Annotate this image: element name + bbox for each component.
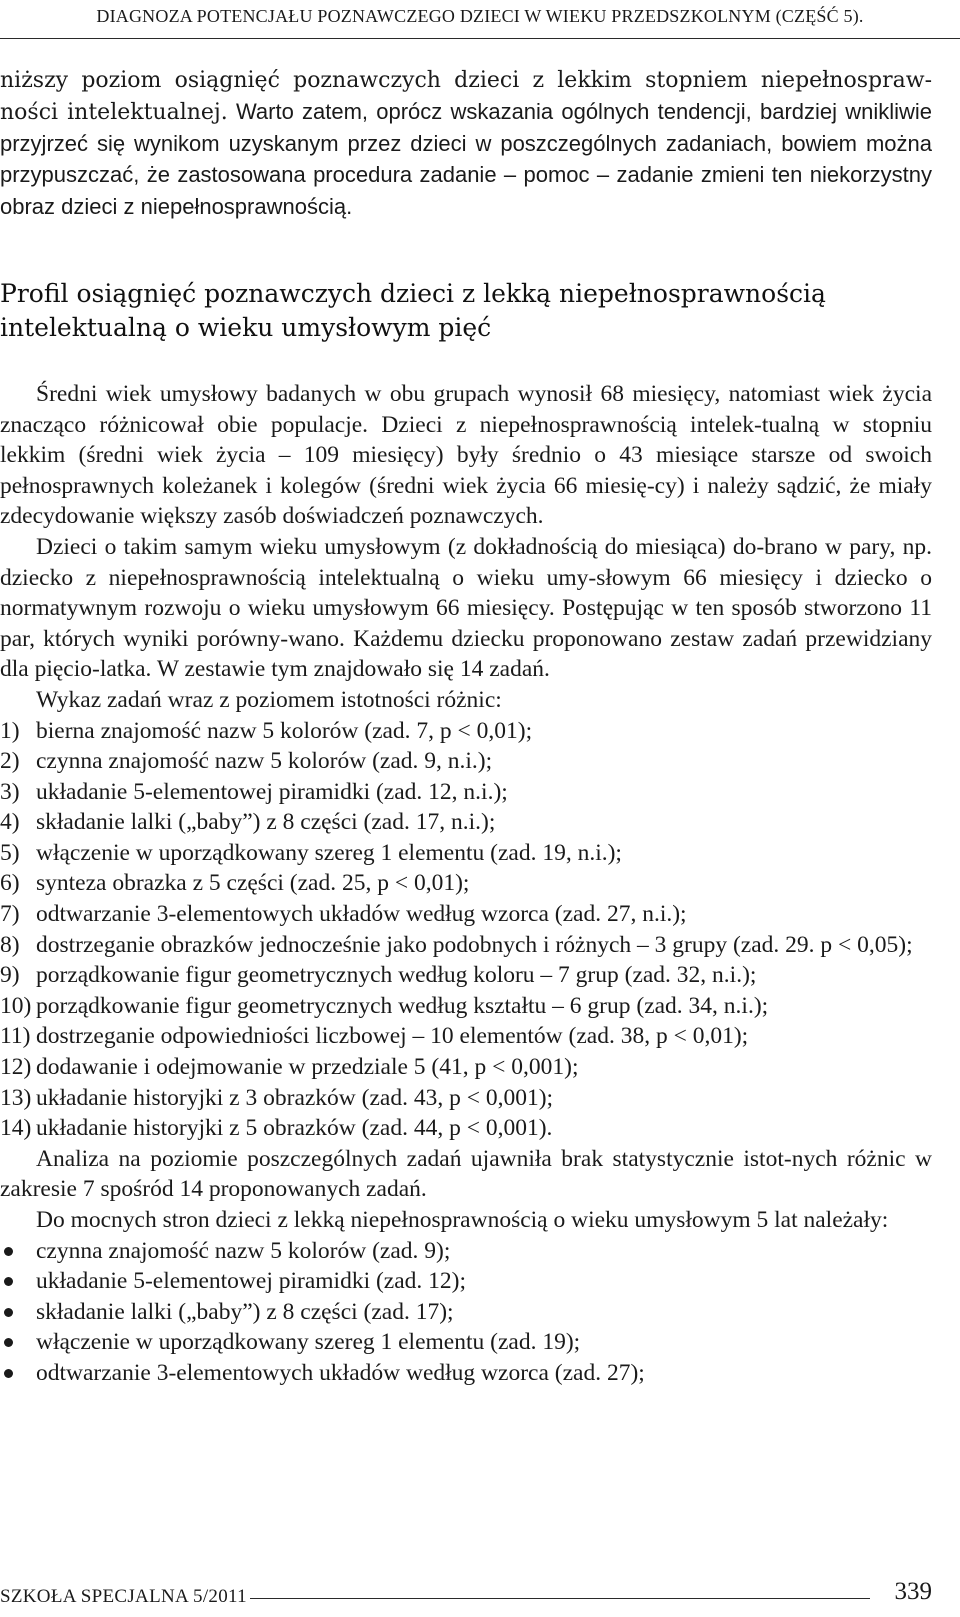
bullet-icon	[0, 1358, 36, 1389]
section-heading: Profil osiągnięć poznawczych dzieci z lekką niepełnosprawnością intelektualną o wieku umysłowym pięć	[0, 278, 826, 342]
task-item	[0, 838, 932, 869]
paragraph-analysis: Analiza na poziomie poszczególnych zadań ujawniła brak statystycznie istot-nych różnic w zakresie 7 spośród 14 proponowanych zadań.	[0, 1145, 932, 1203]
task-text: dostrzeganie obrazków jednocześnie jako podobnych i różnych – 3 grupy (zad. 29. p < 0,05);	[36, 931, 913, 958]
strength-text: odtwarzanie 3-elementowych układów według wzorca (zad. 27);	[36, 1359, 645, 1386]
paragraph-strengths-intro: Do mocnych stron dzieci z lekką niepełnosprawnością o wieku umysłowym 5 lat należały:	[36, 1207, 889, 1234]
task-item	[0, 807, 932, 838]
task-item	[0, 1083, 932, 1114]
task-number: 8)	[0, 931, 20, 958]
strength-item	[0, 1358, 932, 1389]
running-header	[0, 0, 960, 42]
paragraph-pairs: Dzieci o takim samym wieku umysłowym (z dokładnością do miesiąca) do-brano w pary, np. dziecko z niepełnosprawnością intelektualną o wieku umy-słowym 66 miesięcy i dziecko o normatywnym rozwoju o wieku umysłowym 66 miesięcy. Postępując w ten sposób stworzono 11 par, których wyniki porówny-wano. Każdemu dziecku proponowano zestaw zadań przewidziany dla pięcio-latka. W zestawie tym znajdowało się 14 zadań.	[0, 533, 932, 683]
bullet-icon	[0, 1266, 36, 1297]
strength-text: włączenie w uporządkowany szereg 1 elementu (zad. 19);	[36, 1329, 581, 1356]
task-item	[0, 991, 932, 1022]
task-number: 6)	[0, 870, 20, 897]
task-text: układanie 5-elementowej piramidki (zad. 12, n.i.);	[36, 778, 508, 805]
strengths-list	[0, 1236, 932, 1389]
strength-item	[0, 1236, 932, 1267]
running-title: DIAGNOZA POTENCJAŁU POZNAWCZEGO DZIECI W WIEKU PRZEDSZKOLNYM (CZĘŚĆ 5).	[96, 6, 864, 26]
task-item	[0, 1113, 932, 1144]
task-number: 11)	[0, 1023, 31, 1050]
task-item	[0, 746, 932, 777]
intro-part-2: Warto zatem, oprócz wskazania ogólnych tendencji, bardziej wnikliwie przyjrzeć się wynikom uzyskanym przez dzieci w poszczególnych zadaniach, bowiem można przypuszczać, że zastosowana procedura zadanie – pomoc – zadanie zmieni ten niekorzystny obraz dzieci z niepełnosprawnością.	[0, 98, 933, 220]
strength-item	[0, 1266, 932, 1297]
strength-item	[0, 1327, 932, 1358]
journal-name: SZKOŁA SPECJALNA 5/2011	[0, 1586, 247, 1607]
task-item	[0, 899, 932, 930]
intro-part-1: niższy poziom osiągnięć poznawczych dzieci z lekkim stopniem niepełnospraw-ności intelektualnej.	[0, 68, 932, 125]
task-number: 2)	[0, 748, 20, 775]
bullet-icon	[0, 1236, 36, 1267]
task-text: dodawanie i odejmowanie w przedziale 5 (41, p < 0,001);	[36, 1054, 579, 1081]
task-number: 14)	[0, 1115, 32, 1142]
paragraph-mental-age: Średni wiek umysłowy badanych w obu grupach wynosił 68 miesięcy, natomiast wiek życia znacząco różnicował obie populacje. Dzieci z niepełnosprawnością intelek-tualną w stopniu lekkim (średni wiek życia – 109 miesięcy) były średnio o 43 miesiące starsze od swoich pełnosprawnych koleżanek i kolegów (średni wiek życia 66 miesię-cy) i należy sądzić, że miały zdecydowanie większy zasób doświadczeń poznawczych.	[0, 380, 932, 530]
bullet-icon	[0, 1327, 36, 1358]
task-text: synteza obrazka z 5 części (zad. 25, p < 0,01);	[36, 870, 470, 897]
strength-text: czynna znajomość nazw 5 kolorów (zad. 9);	[36, 1237, 451, 1264]
page-number: 339	[894, 1578, 932, 1605]
task-text: porządkowanie figur geometrycznych według koloru – 7 grup (zad. 32, n.i.);	[36, 962, 757, 989]
task-item	[0, 930, 932, 961]
task-item	[0, 1052, 932, 1083]
intro-paragraph	[0, 66, 932, 224]
task-number: 7)	[0, 901, 20, 928]
task-text: układanie historyjki z 3 obrazków (zad. 43, p < 0,001);	[36, 1084, 554, 1111]
header-rule	[0, 38, 960, 39]
task-text: włączenie w uporządkowany szereg 1 elementu (zad. 19, n.i.);	[36, 839, 622, 866]
task-text: dostrzeganie odpowiedniości liczbowej – 10 elementów (zad. 38, p < 0,01);	[36, 1023, 749, 1050]
bullet-icon	[0, 1297, 36, 1328]
paragraph-task-list-intro: Wykaz zadań wraz z poziomem istotności różnic:	[36, 686, 502, 713]
strength-item	[0, 1297, 932, 1328]
task-text: odtwarzanie 3-elementowych układów według wzorca (zad. 27, n.i.);	[36, 901, 687, 928]
article-body	[0, 66, 932, 1389]
task-number: 9)	[0, 962, 20, 989]
task-item	[0, 1021, 932, 1052]
task-number: 13)	[0, 1084, 32, 1111]
task-number: 3)	[0, 778, 20, 805]
task-text: bierna znajomość nazw 5 kolorów (zad. 7, p < 0,01);	[36, 717, 533, 744]
task-text: porządkowanie figur geometrycznych według kształtu – 6 grup (zad. 34, n.i.);	[36, 992, 769, 1019]
footer-rule	[250, 1598, 870, 1599]
strength-text: układanie 5-elementowej piramidki (zad. 12);	[36, 1268, 467, 1295]
strength-text: składanie lalki („baby”) z 8 części (zad. 17);	[36, 1298, 454, 1325]
task-item	[0, 716, 932, 747]
task-number: 1)	[0, 717, 20, 744]
task-text: składanie lalki („baby”) z 8 części (zad. 17, n.i.);	[36, 809, 496, 836]
task-text: czynna znajomość nazw 5 kolorów (zad. 9, n.i.);	[36, 748, 493, 775]
task-number: 5)	[0, 839, 20, 866]
task-item	[0, 960, 932, 991]
task-number: 12)	[0, 1054, 32, 1081]
task-item	[0, 777, 932, 808]
task-number: 10)	[0, 992, 32, 1019]
task-number: 4)	[0, 809, 20, 836]
task-item	[0, 868, 932, 899]
task-text: układanie historyjki z 5 obrazków (zad. 44, p < 0,001).	[36, 1115, 553, 1142]
page-footer	[0, 1578, 932, 1617]
task-list	[0, 716, 932, 1144]
